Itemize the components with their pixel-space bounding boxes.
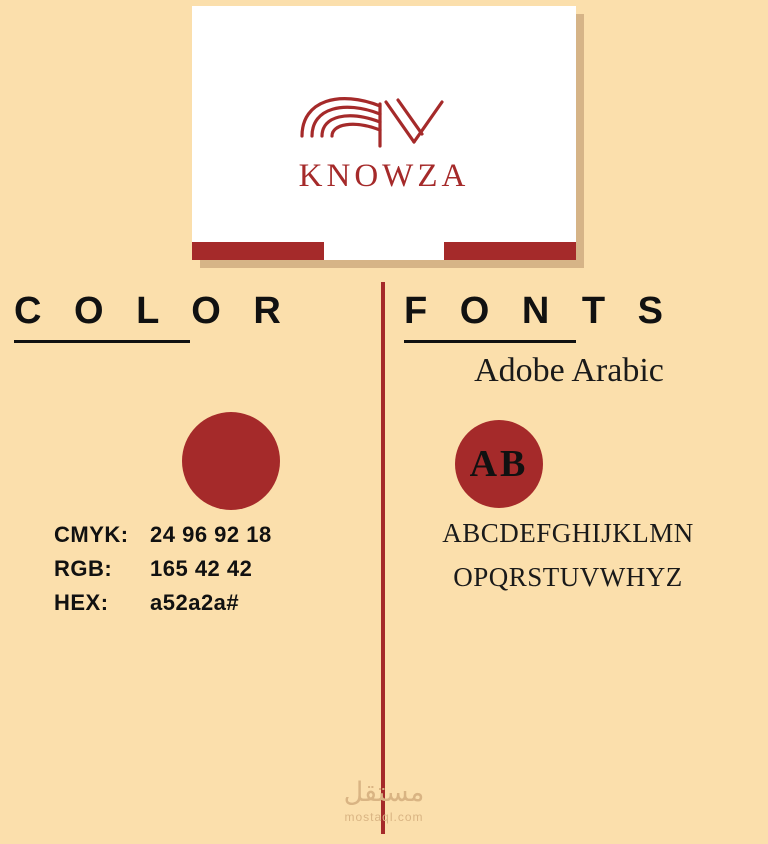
- color-spec-list: [54, 522, 354, 624]
- card-footer-bar-left: [192, 242, 324, 260]
- rgb-label: RGB:: [54, 556, 113, 581]
- color-spec-row: [54, 590, 354, 616]
- logo-card: [192, 6, 576, 268]
- color-title-underline: [14, 340, 190, 343]
- vertical-divider: [381, 282, 385, 834]
- alphabet-line-2: OPQRSTUVWHYZ: [453, 562, 683, 592]
- color-spec-row: [54, 522, 354, 548]
- watermark: [344, 778, 425, 824]
- card-footer-bars: [192, 242, 576, 260]
- watermark-arabic-text: مستقل: [343, 777, 425, 808]
- open-book-icon: [294, 84, 474, 154]
- hex-value: a52a2a#: [150, 590, 240, 615]
- fonts-title-underline: [404, 340, 576, 343]
- alphabet-line-1: ABCDEFGHIJKLMN: [442, 518, 694, 548]
- logo-card-surface: [192, 6, 576, 260]
- font-sample-initials: AB: [469, 443, 529, 485]
- cmyk-label: CMYK:: [54, 522, 129, 547]
- color-section-title: C O L O R: [14, 290, 292, 332]
- cmyk-value: 24 96 92 18: [150, 522, 272, 547]
- color-swatch: [182, 412, 280, 510]
- font-family-name: Adobe Arabic: [474, 352, 664, 389]
- card-footer-bar-right: [444, 242, 576, 260]
- color-spec-row: [54, 556, 354, 582]
- logo-wordmark: KNOWZA: [298, 158, 470, 194]
- watermark-latin-text: mostaql.com: [344, 810, 424, 824]
- rgb-value: 165 42 42: [150, 556, 253, 581]
- font-sample-badge: [455, 420, 543, 508]
- hex-label: HEX:: [54, 590, 109, 615]
- fonts-section-title: F O N T S: [404, 290, 674, 332]
